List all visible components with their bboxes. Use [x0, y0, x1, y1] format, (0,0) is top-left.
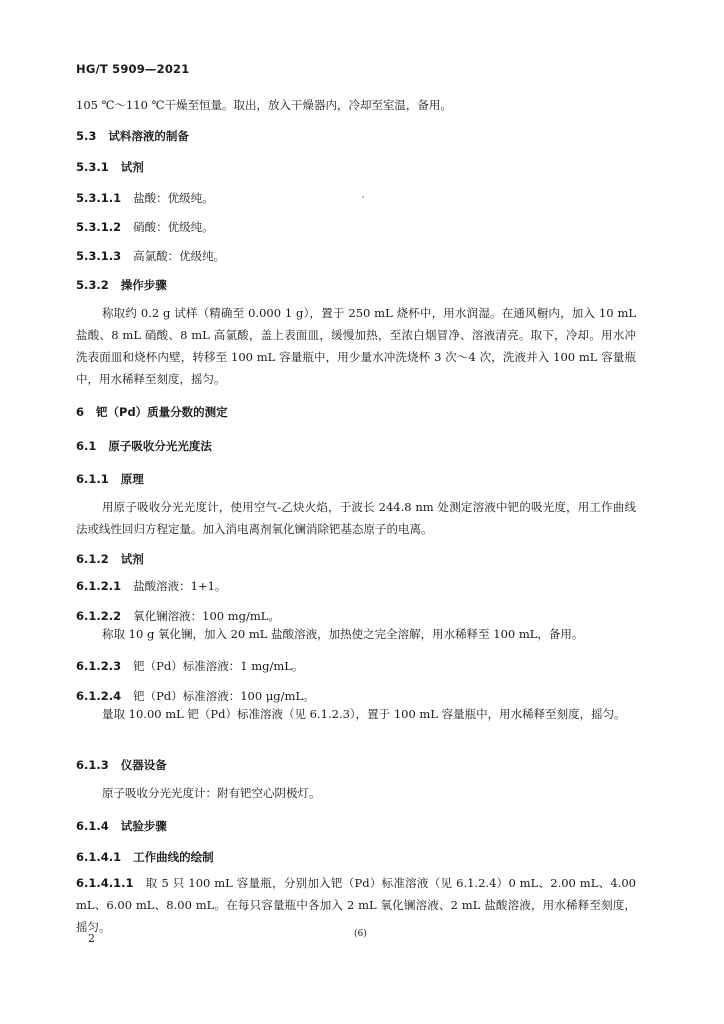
- clause-6-1-2-1: [76, 578, 226, 594]
- heading-number: 6.1.1: [76, 472, 109, 486]
- clause-text: 高氯酸：优级纯。: [133, 249, 226, 263]
- clause-6-1-2-3: [76, 658, 303, 674]
- heading-number: 6.1.3: [76, 758, 109, 772]
- heading-number: 5.3.2: [76, 278, 109, 292]
- clause-number: 6.1.2.4: [76, 689, 122, 703]
- clause-6-1-2-2: [76, 608, 280, 624]
- page-number: 2: [88, 932, 95, 945]
- clause-number: 5.3.1.3: [76, 249, 122, 263]
- principle-paragraph: 用原子吸收分光光度计，使用空气-乙炔火焰，于波长 244.8 nm 处测定溶液中钯的吸光度，用工作曲线法或线性回归方程定量。加入消电离剂氧化镧消除钯基态原子的电离。: [76, 500, 636, 536]
- clause-number: 6.1.2.3: [76, 659, 122, 673]
- standard-dilution-paragraph: 量取 10.00 mL 钯（Pd）标准溶液（见 6.1.2.3），置于 100 mL 容量瓶中，用水稀释至刻度，摇匀。: [102, 707, 626, 721]
- clause-text: 钯（Pd）标准溶液：100 μg/mL。: [133, 689, 315, 703]
- sub-page-number: (6): [354, 929, 367, 939]
- clause-number: 6.1.2.1: [76, 579, 122, 593]
- heading-number: 5.3: [76, 129, 97, 143]
- heading-number: 6: [76, 405, 85, 419]
- clause-text: 钯（Pd）标准溶液：1 mg/mL。: [133, 659, 304, 673]
- heading-6-1-3: [76, 757, 167, 773]
- heading-title: 原子吸收分光光度法: [108, 439, 212, 453]
- procedure-paragraph: 称取约 0.2 g 试样（精确至 0.000 1 g），置于 250 mL 烧杯中，用水润湿。在通风橱内，加入 10 mL 盐酸、8 mL 硝酸、8 mL 高氯酸，盖上表面皿，缓慢加热，至浓白烟冒净、溶液清亮。取下，冷却。用水冲洗表面皿和烧杯内壁，转移至 100 mL 容量瓶中，用少量水冲洗烧杯 3 次～4 次，洗液并入 100 mL 容量瓶中，用水稀释至刻度，摇匀。: [76, 306, 636, 386]
- heading-5-3: [76, 128, 189, 144]
- heading-6-1-4: [76, 818, 167, 834]
- heading-number: 6.1.2: [76, 552, 109, 566]
- clause-6-1-2-4: [76, 688, 315, 704]
- heading-title: 试料溶液的制备: [108, 129, 189, 143]
- clause-number: 6.1.4.1.1: [76, 876, 134, 890]
- clause-text: 氧化镧溶液：100 mg/mL。: [133, 609, 280, 623]
- heading-5-3-2: [76, 277, 167, 293]
- heading-6-1-1: [76, 471, 144, 487]
- clause-5-3-1-1: [76, 190, 214, 206]
- heading-number: 6.1: [76, 439, 97, 453]
- heading-number: 6.1.4: [76, 819, 109, 833]
- heading-6-1-2: [76, 551, 144, 567]
- clause-number: 5.3.1.1: [76, 191, 122, 205]
- scan-speck: [362, 196, 364, 198]
- clause-5-3-1-3: [76, 248, 225, 264]
- clause-number: 6.1.2.2: [76, 609, 122, 623]
- instrument-paragraph: 原子吸收分光光度计：附有钯空心阴极灯。: [102, 786, 321, 800]
- drying-text: 105 ℃～110 ℃干燥至恒量。取出，放入干燥器内，冷却至室温，备用。: [76, 98, 452, 112]
- heading-title: 钯（Pd）质量分数的测定: [96, 405, 228, 419]
- standard-code: HG/T 5909—2021: [76, 62, 190, 76]
- heading-title: 工作曲线的绘制: [133, 850, 214, 864]
- heading-6-1-4-1: [76, 849, 214, 865]
- clause-text: 取 5 只 100 mL 容量瓶，分别加入钯（Pd）标准溶液（见 6.1.2.4）0 mL、2.00 mL、4.00 mL、6.00 mL、8.00 mL。在每只容量瓶中各加入 2 mL 氧化镧溶液、2 mL 盐酸溶液，用水稀释至刻度，摇匀。: [76, 876, 636, 934]
- heading-6-1: [76, 438, 212, 454]
- heading-title: 试剂: [120, 160, 144, 174]
- clause-text: 盐酸溶液：1+1。: [133, 579, 227, 593]
- lanthanum-prep-paragraph: 称取 10 g 氧化镧，加入 20 mL 盐酸溶液，加热使之完全溶解，用水稀释至 100 mL，备用。: [102, 627, 584, 641]
- heading-title: 试剂: [120, 552, 144, 566]
- heading-number: 6.1.4.1: [76, 850, 122, 864]
- clause-5-3-1-2: [76, 219, 214, 235]
- heading-title: 试验步骤: [120, 819, 167, 833]
- heading-title: 仪器设备: [120, 758, 167, 772]
- heading-number: 5.3.1: [76, 160, 109, 174]
- heading-title: 原理: [120, 472, 144, 486]
- clause-text: 硝酸：优级纯。: [133, 220, 214, 234]
- heading-title: 操作步骤: [120, 278, 167, 292]
- heading-6: [76, 404, 228, 420]
- heading-5-3-1: [76, 159, 144, 175]
- clause-text: 盐酸：优级纯。: [133, 191, 214, 205]
- clause-number: 5.3.1.2: [76, 220, 122, 234]
